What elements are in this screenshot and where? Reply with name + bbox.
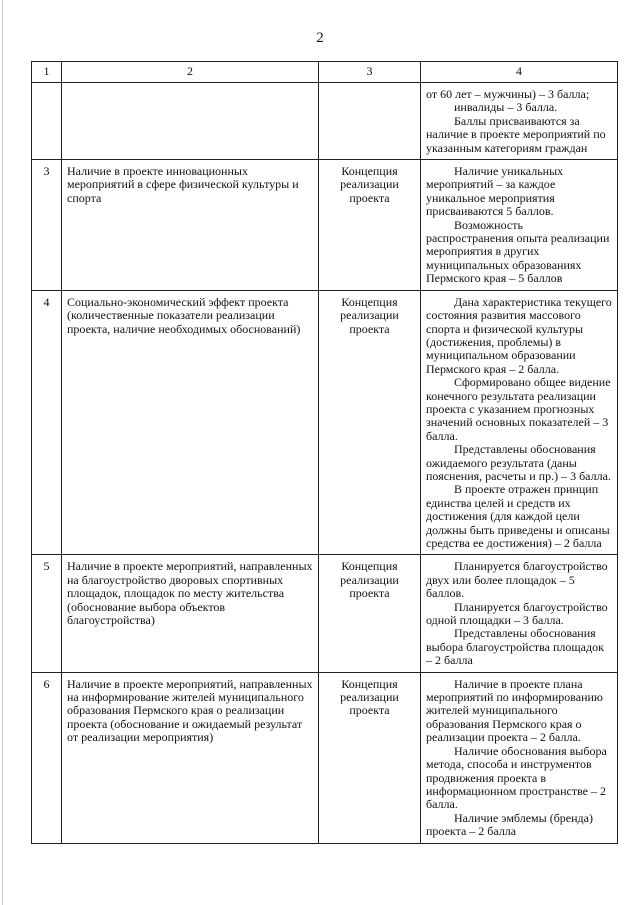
column-header-4: 4 bbox=[421, 62, 618, 83]
source-document: Концепция реализации проекта bbox=[319, 555, 421, 672]
score-description bbox=[421, 555, 618, 672]
score-paragraph: Наличие обоснования выбора метода, способа и инструментов продвижения проекта в информационном пространстве – 2 балла. bbox=[426, 743, 607, 812]
page-number: 2 bbox=[316, 30, 324, 46]
scan-edge-line bbox=[2, 0, 3, 905]
row-number: 3 bbox=[32, 160, 62, 291]
score-paragraph: Возможность распространения опыта реализации мероприятия в других муниципальных образованиях Пермского края – 5 баллов bbox=[426, 217, 610, 286]
score-description bbox=[421, 83, 618, 160]
criterion-text: Наличие в проекте инновационных мероприятий в сфере физической культуры и спорта bbox=[62, 160, 319, 291]
score-paragraph: В проекте отражен принцип единства целей и средств их достижения (для каждой цели должны быть приведены и описаны средства ее достижения) – 2 балла bbox=[426, 482, 610, 550]
table-row bbox=[32, 672, 618, 843]
column-header-2: 2 bbox=[62, 62, 319, 83]
score-paragraph: Дана характеристика текущего состояния развития массового спорта и физической культуры (достижения, проблемы) в муниципальном образовании Пермского края – 2 балла. bbox=[426, 294, 612, 376]
score-paragraph: Сформировано общее видение конечного результата реализации проекта с указанием прогнозных значений основных показателей – 3 балла. bbox=[426, 375, 611, 443]
score-paragraph: Баллы присваиваются за наличие в проекте мероприятий по указанным категориям граждан bbox=[426, 113, 606, 155]
score-description bbox=[421, 672, 618, 843]
score-paragraph: инвалиды – 3 балла. bbox=[454, 100, 558, 115]
criterion-text: Социально-экономический эффект проекта (количественные показатели реализации проекта, наличие необходимых обоснований) bbox=[62, 290, 319, 555]
row-number: 4 bbox=[32, 290, 62, 555]
table-row bbox=[32, 290, 618, 555]
source-document bbox=[319, 83, 421, 160]
source-document: Концепция реализации проекта bbox=[319, 672, 421, 843]
row-number: 6 bbox=[32, 672, 62, 843]
column-header-1: 1 bbox=[32, 62, 62, 83]
score-paragraph: Наличие уникальных мероприятий – за каждое уникальное мероприятия присваиваются 5 баллов. bbox=[426, 164, 564, 219]
score-paragraph: Наличие в проекте плана мероприятий по информированию жителей муниципального образования Пермского края о реализации проекта – 2 балла. bbox=[426, 676, 603, 745]
criterion-text bbox=[62, 83, 319, 160]
table-row bbox=[32, 83, 618, 160]
criteria-table bbox=[31, 61, 618, 844]
score-paragraph: Представлены обоснования выбора благоустройства площадок – 2 балла bbox=[426, 626, 604, 668]
criterion-text: Наличие в проекте мероприятий, направленных на благоустройство дворовых спортивных площадок, площадок по месту жительства (обоснование выбора объектов благоустройства) bbox=[62, 555, 319, 672]
table-row bbox=[32, 555, 618, 672]
score-paragraph: от 60 лет – мужчины) – 3 балла; bbox=[426, 87, 590, 101]
table-row bbox=[32, 160, 618, 291]
column-header-3: 3 bbox=[319, 62, 421, 83]
row-number bbox=[32, 83, 62, 160]
score-paragraph: Наличие эмблемы (бренда) проекта – 2 балла bbox=[426, 810, 593, 839]
source-document: Концепция реализации проекта bbox=[319, 160, 421, 291]
table-header-row bbox=[32, 62, 618, 83]
source-document: Концепция реализации проекта bbox=[319, 290, 421, 555]
score-description bbox=[421, 160, 618, 291]
table-body bbox=[32, 83, 618, 844]
score-paragraph: Представлены обоснования ожидаемого результата (даны пояснения, расчеты и пр.) – 3 балла. bbox=[426, 442, 611, 483]
score-paragraph: Планируется благоустройство одной площадки – 3 балла. bbox=[426, 599, 608, 628]
score-paragraph: Планируется благоустройство двух или более площадок – 5 баллов. bbox=[426, 559, 608, 601]
criterion-text: Наличие в проекте мероприятий, направленных на информирование жителей муниципального образования Пермского края о реализации проекта (обоснование и ожидаемый результат от реализации мероприятия) bbox=[62, 672, 319, 843]
score-description bbox=[421, 290, 618, 555]
row-number: 5 bbox=[32, 555, 62, 672]
